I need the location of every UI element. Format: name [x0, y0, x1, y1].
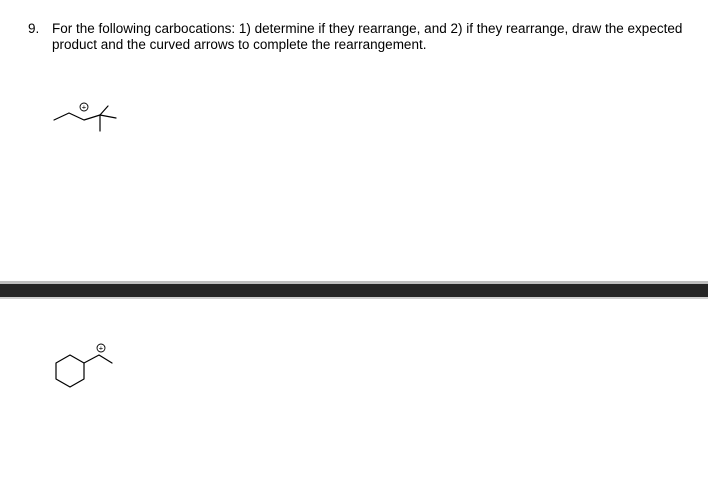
positive-charge-2 [97, 344, 105, 353]
carbocation-structure-2 [50, 338, 130, 398]
charge-label-2: + [98, 343, 104, 353]
question-9 [28, 21, 698, 53]
charge-label-1: + [81, 102, 87, 112]
methyl-bond-right [100, 115, 116, 118]
question-number: 9. [28, 21, 40, 36]
section-divider [0, 284, 708, 297]
side-chain-bonds [84, 355, 112, 363]
carbocation-structure-1 [50, 100, 130, 145]
positive-charge-1 [80, 103, 88, 112]
cyclohexane-ring [56, 355, 84, 387]
methyl-bond-up [100, 106, 108, 115]
question-text: For the following carbocations: 1) determine if they rearrange, and 2) if they rearrange, draw the expected product and the curved arrows to complete the rearrangement. [52, 21, 683, 52]
carbon-chain-bonds [54, 113, 100, 120]
section-divider-bottom [0, 297, 708, 299]
